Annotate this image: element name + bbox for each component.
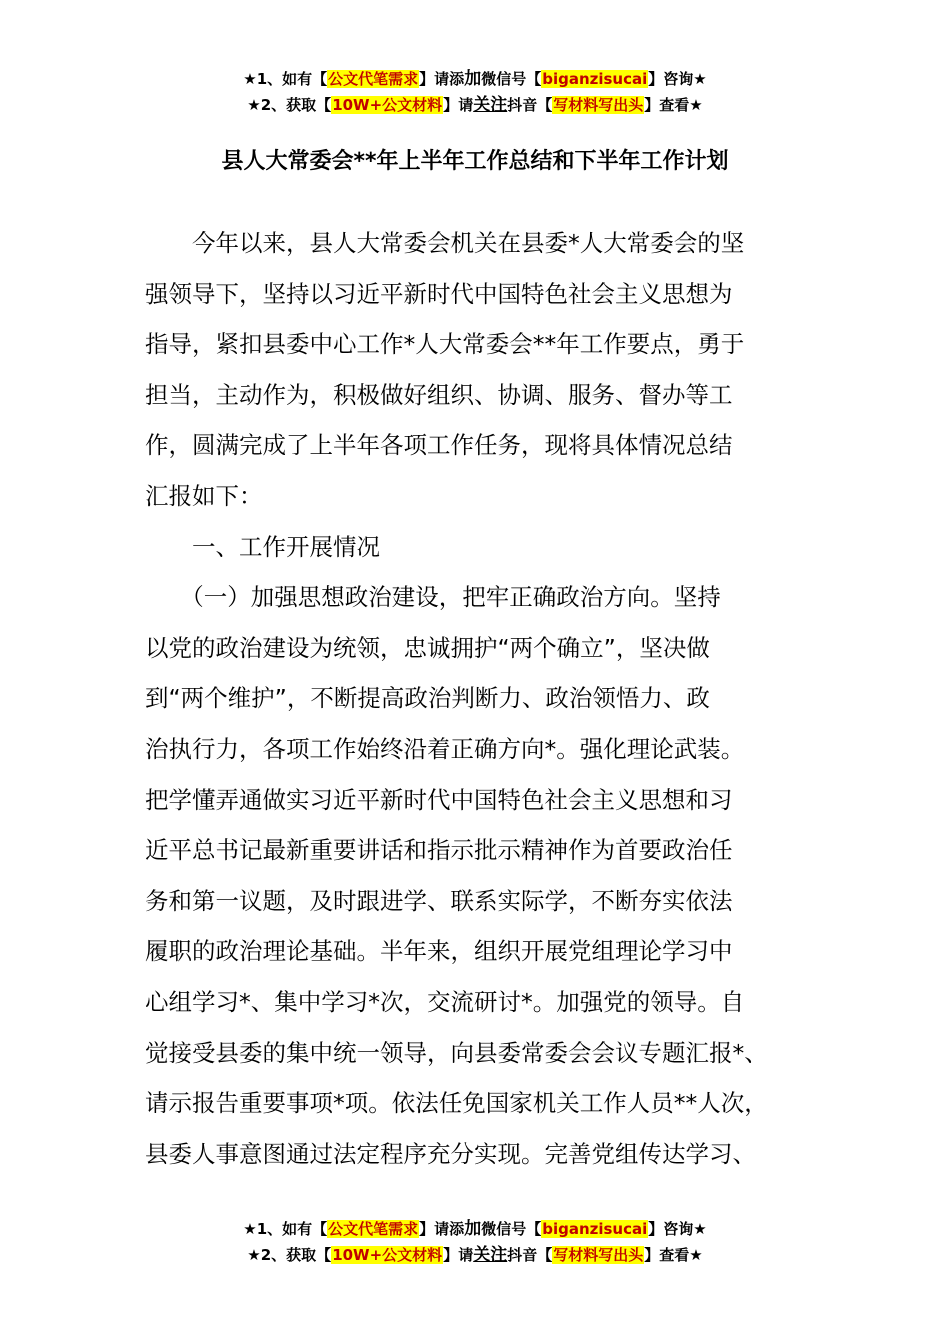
banner-text: 抖音【	[507, 96, 553, 114]
footer-banner	[0, 1216, 950, 1268]
banner-line-1	[0, 66, 950, 92]
highlight-materials: 10W+公文材料	[332, 96, 443, 114]
highlight-service: 公文代笔需求	[328, 70, 419, 88]
paragraph-intro: 今年以来，县人大常委会机关在县委*人大常委会的坚 强领导下，坚持以习近平新时代中国特色社会主义思想为 指导，紧扣县委中心工作*人大常委会**年工作要点，勇于 担当，主动作为，积极做好组织、协调、服务、督办等工 作，圆满完成了上半年各项工作任务，现将具体情况总结 汇报如下：	[145, 229, 745, 510]
banner-text: 】查看★	[644, 96, 703, 114]
banner-text: 】咨询★	[648, 70, 707, 88]
banner-text: 】请	[443, 96, 474, 114]
paragraph-section-1: （一）加强思想政治建设，把牢正确政治方向。坚持 以党的政治建设为统领，忠诚拥护“两个确立”，坚决做 到“两个维护”，不断提高政治判断力、政治领悟力、政 治执行力，各项工作始终沿着正确方向*。强化理论武装。 把学懂弄通做实习近平新时代中国特色社会主义思想和习 近平总书记最新重要讲话和指示批示精神作为首要政治任 务和第一议题，及时跟进学、联系实际学，不断夯实依法 履职的政治理论基础。半年来，组织开展党组理论学习中 心组学习*、集中学习*次，交流研讨*。加强党的领导。自 觉接受县委的集中统一领导，向县委常委会会议专题汇报*、 请示报告重要事项*项。依法任免国家机关工作人员**人次， 县委人事意图通过法定程序充分实现。完善党组传达学习、	[145, 583, 768, 1168]
banner-text: 】请添	[419, 70, 465, 88]
highlight-douyin-account: 写材料写出头	[553, 96, 644, 114]
banner-text: 】咨询★	[648, 1220, 707, 1238]
banner-text: 】查看★	[644, 1246, 703, 1264]
banner-emphasis: 加	[464, 69, 482, 89]
banner-text: ★1、如有【	[243, 70, 328, 88]
banner-text: ★2、获取【	[247, 96, 332, 114]
document-body	[145, 218, 810, 1179]
highlight-service: 公文代笔需求	[328, 1220, 419, 1238]
banner-text: 】请	[443, 1246, 474, 1264]
banner-emphasis: 关注	[473, 1245, 508, 1265]
banner-line-2	[0, 1242, 950, 1268]
banner-text: 微信号【	[481, 70, 542, 88]
banner-line-2	[0, 92, 950, 118]
banner-emphasis: 关注	[473, 95, 508, 115]
section-heading: 一、工作开展情况	[145, 532, 380, 561]
header-banner	[0, 66, 950, 118]
document-title: 县人大常委会**年上半年工作总结和下半年工作计划	[221, 149, 729, 174]
highlight-wechat-id: biganzisucai	[542, 70, 648, 88]
banner-emphasis: 加	[464, 1219, 482, 1239]
highlight-douyin-account: 写材料写出头	[553, 1246, 644, 1264]
highlight-materials: 10W+公文材料	[332, 1246, 443, 1264]
banner-text: 】请添	[419, 1220, 465, 1238]
banner-text: 抖音【	[507, 1246, 553, 1264]
banner-line-1	[0, 1216, 950, 1242]
highlight-wechat-id: biganzisucai	[542, 1220, 648, 1238]
banner-text: 微信号【	[481, 1220, 542, 1238]
banner-text: ★2、获取【	[247, 1246, 332, 1264]
banner-text: ★1、如有【	[243, 1220, 328, 1238]
